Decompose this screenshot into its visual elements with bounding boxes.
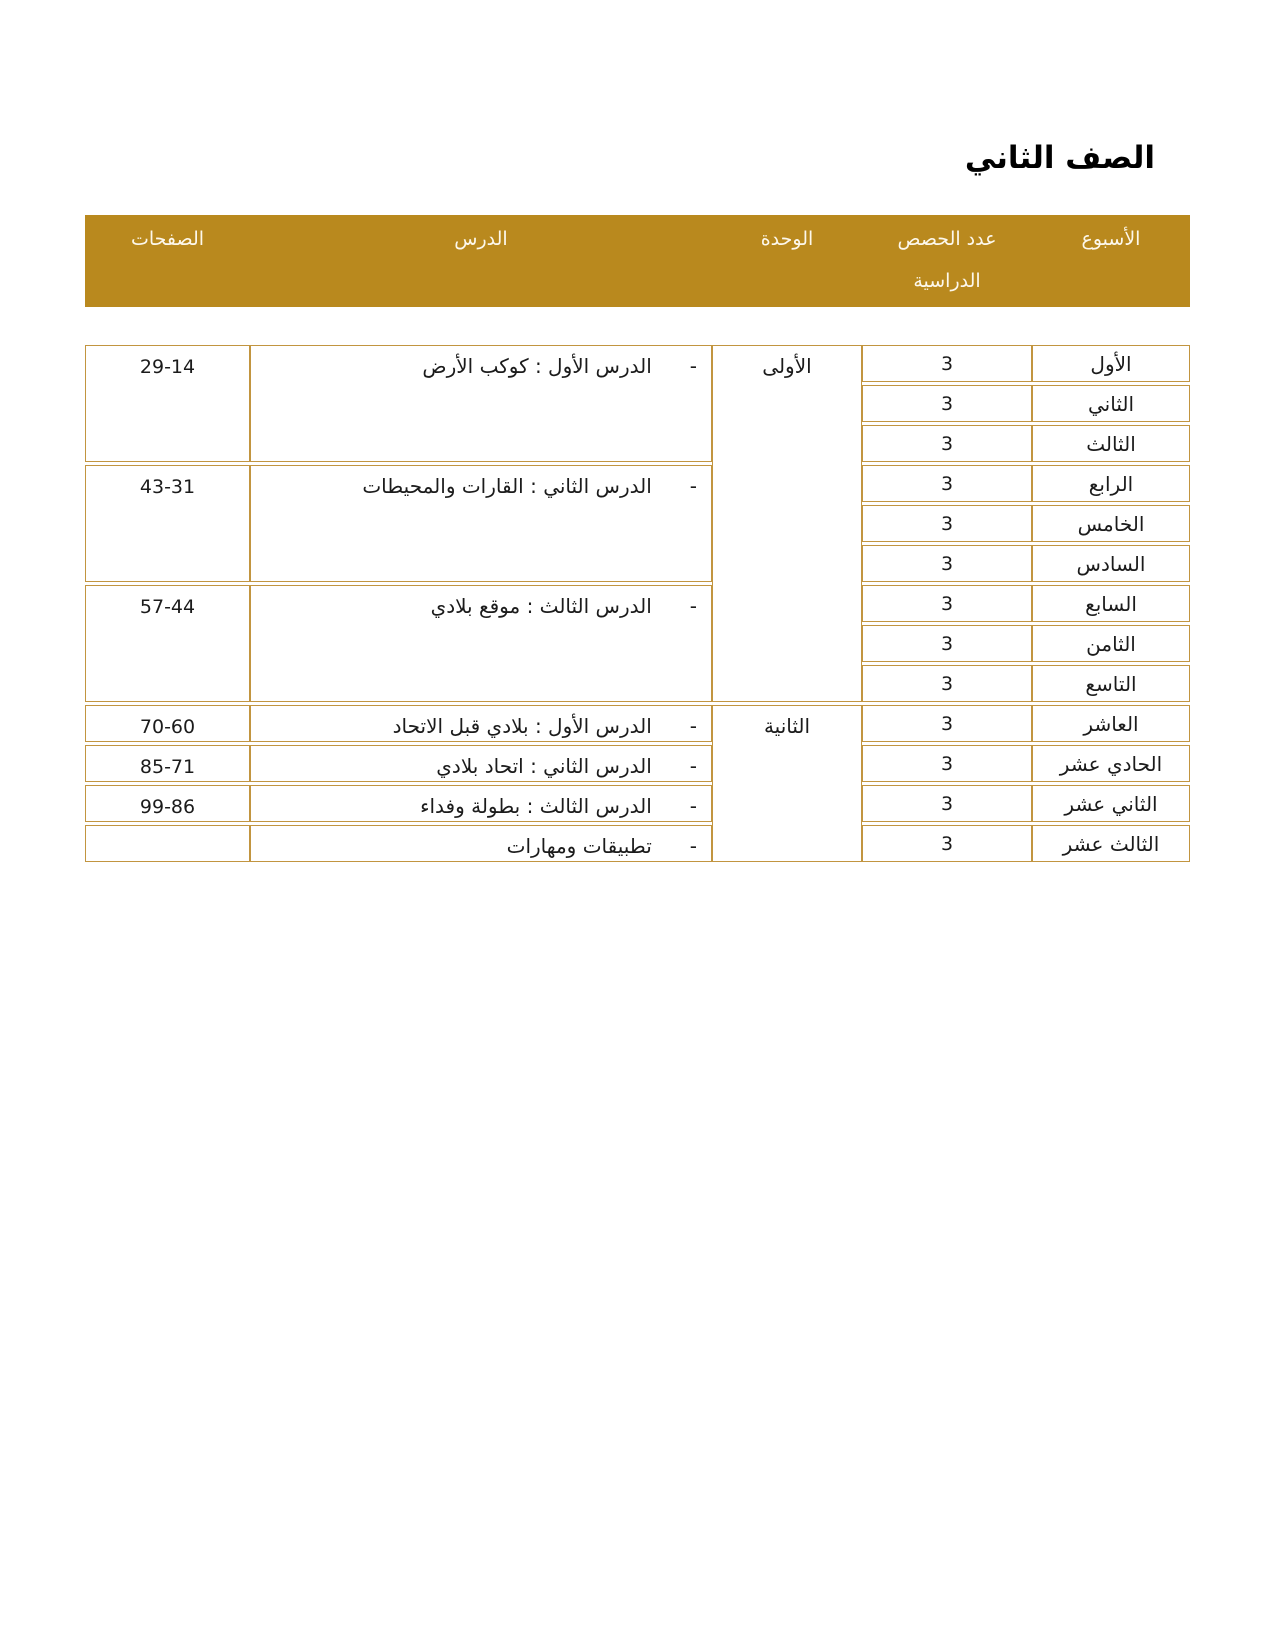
page-range: 43-31 [139, 476, 196, 498]
week-cell: الثالث [1032, 425, 1190, 462]
week-cell: الثاني عشر [1032, 785, 1190, 822]
pages-cell [85, 345, 250, 462]
week-cell: العاشر [1032, 705, 1190, 742]
lesson-title: الدرس الأول : بلادي قبل الاتحاد [392, 714, 652, 738]
page-range: 99-86 [139, 796, 196, 818]
periods-cell: 3 [862, 625, 1032, 662]
lesson-cell [250, 785, 712, 822]
page-range: 70-60 [139, 716, 196, 738]
table-row [85, 785, 1190, 822]
bullet-dash: - [689, 714, 697, 738]
week-cell: الأول [1032, 345, 1190, 382]
page-range: 85-71 [139, 756, 196, 778]
header-pages-label: الصفحات [130, 228, 205, 250]
pages-cell [85, 465, 250, 582]
week-cell: الثامن [1032, 625, 1190, 662]
week-cell: الحادي عشر [1032, 745, 1190, 782]
table-row [85, 465, 1190, 502]
table-row [85, 345, 1190, 382]
lesson-cell [250, 705, 712, 742]
periods-cell: 3 [862, 425, 1032, 462]
header-week-label: الأسبوع [1081, 228, 1141, 250]
lesson-cell [250, 825, 712, 862]
week-cell: الثاني [1032, 385, 1190, 422]
table-row [85, 585, 1190, 622]
bullet-dash: - [689, 594, 697, 618]
header-unit [712, 215, 862, 307]
header-periods-line1: عدد الحصص [897, 228, 997, 250]
periods-cell: 3 [862, 545, 1032, 582]
bullet-dash: - [689, 834, 697, 858]
periods-cell: 3 [862, 825, 1032, 862]
unit-cell: الأولى [712, 345, 862, 702]
week-cell: الثالث عشر [1032, 825, 1190, 862]
pages-cell [85, 825, 250, 862]
table-header-band [85, 215, 1190, 307]
page-title: الصف الثاني [964, 140, 1155, 176]
unit-cell: الثانية [712, 705, 862, 862]
header-lesson-label: الدرس [454, 228, 508, 250]
table-row [85, 705, 1190, 742]
bullet-dash: - [689, 754, 697, 778]
week-cell: التاسع [1032, 665, 1190, 702]
lesson-cell [250, 745, 712, 782]
header-periods [862, 215, 1032, 307]
bullet-dash: - [689, 794, 697, 818]
header-unit-label: الوحدة [760, 228, 814, 250]
periods-cell: 3 [862, 785, 1032, 822]
week-cell: الرابع [1032, 465, 1190, 502]
page-range: 29-14 [139, 356, 196, 378]
bullet-dash: - [689, 354, 697, 378]
periods-cell: 3 [862, 585, 1032, 622]
page-range: 57-44 [139, 596, 196, 618]
header-pages [85, 215, 250, 307]
curriculum-table [85, 342, 1190, 865]
periods-cell: 3 [862, 745, 1032, 782]
header-lesson [250, 215, 712, 307]
pages-cell [85, 705, 250, 742]
lesson-title: الدرس الثالث : موقع بلادي [430, 594, 652, 618]
pages-cell [85, 785, 250, 822]
pages-cell [85, 745, 250, 782]
lesson-title: الدرس الأول : كوكب الأرض [422, 354, 652, 378]
lesson-title: تطبيقات ومهارات [506, 834, 652, 858]
lesson-cell [250, 345, 712, 462]
periods-cell: 3 [862, 385, 1032, 422]
lesson-title: الدرس الثالث : بطولة وفداء [420, 794, 652, 818]
periods-cell: 3 [862, 505, 1032, 542]
lesson-cell [250, 465, 712, 582]
lesson-title: الدرس الثاني : القارات والمحيطات [362, 474, 652, 498]
periods-cell: 3 [862, 345, 1032, 382]
week-cell: السادس [1032, 545, 1190, 582]
table-row [85, 825, 1190, 862]
periods-cell: 3 [862, 705, 1032, 742]
table-row [85, 745, 1190, 782]
week-cell: الخامس [1032, 505, 1190, 542]
header-periods-line2: الدراسية [913, 270, 981, 292]
periods-cell: 3 [862, 465, 1032, 502]
pages-cell [85, 585, 250, 702]
header-week [1032, 215, 1190, 307]
lesson-cell [250, 585, 712, 702]
week-cell: السابع [1032, 585, 1190, 622]
lesson-title: الدرس الثاني : اتحاد بلادي [436, 754, 652, 778]
bullet-dash: - [689, 474, 697, 498]
periods-cell: 3 [862, 665, 1032, 702]
